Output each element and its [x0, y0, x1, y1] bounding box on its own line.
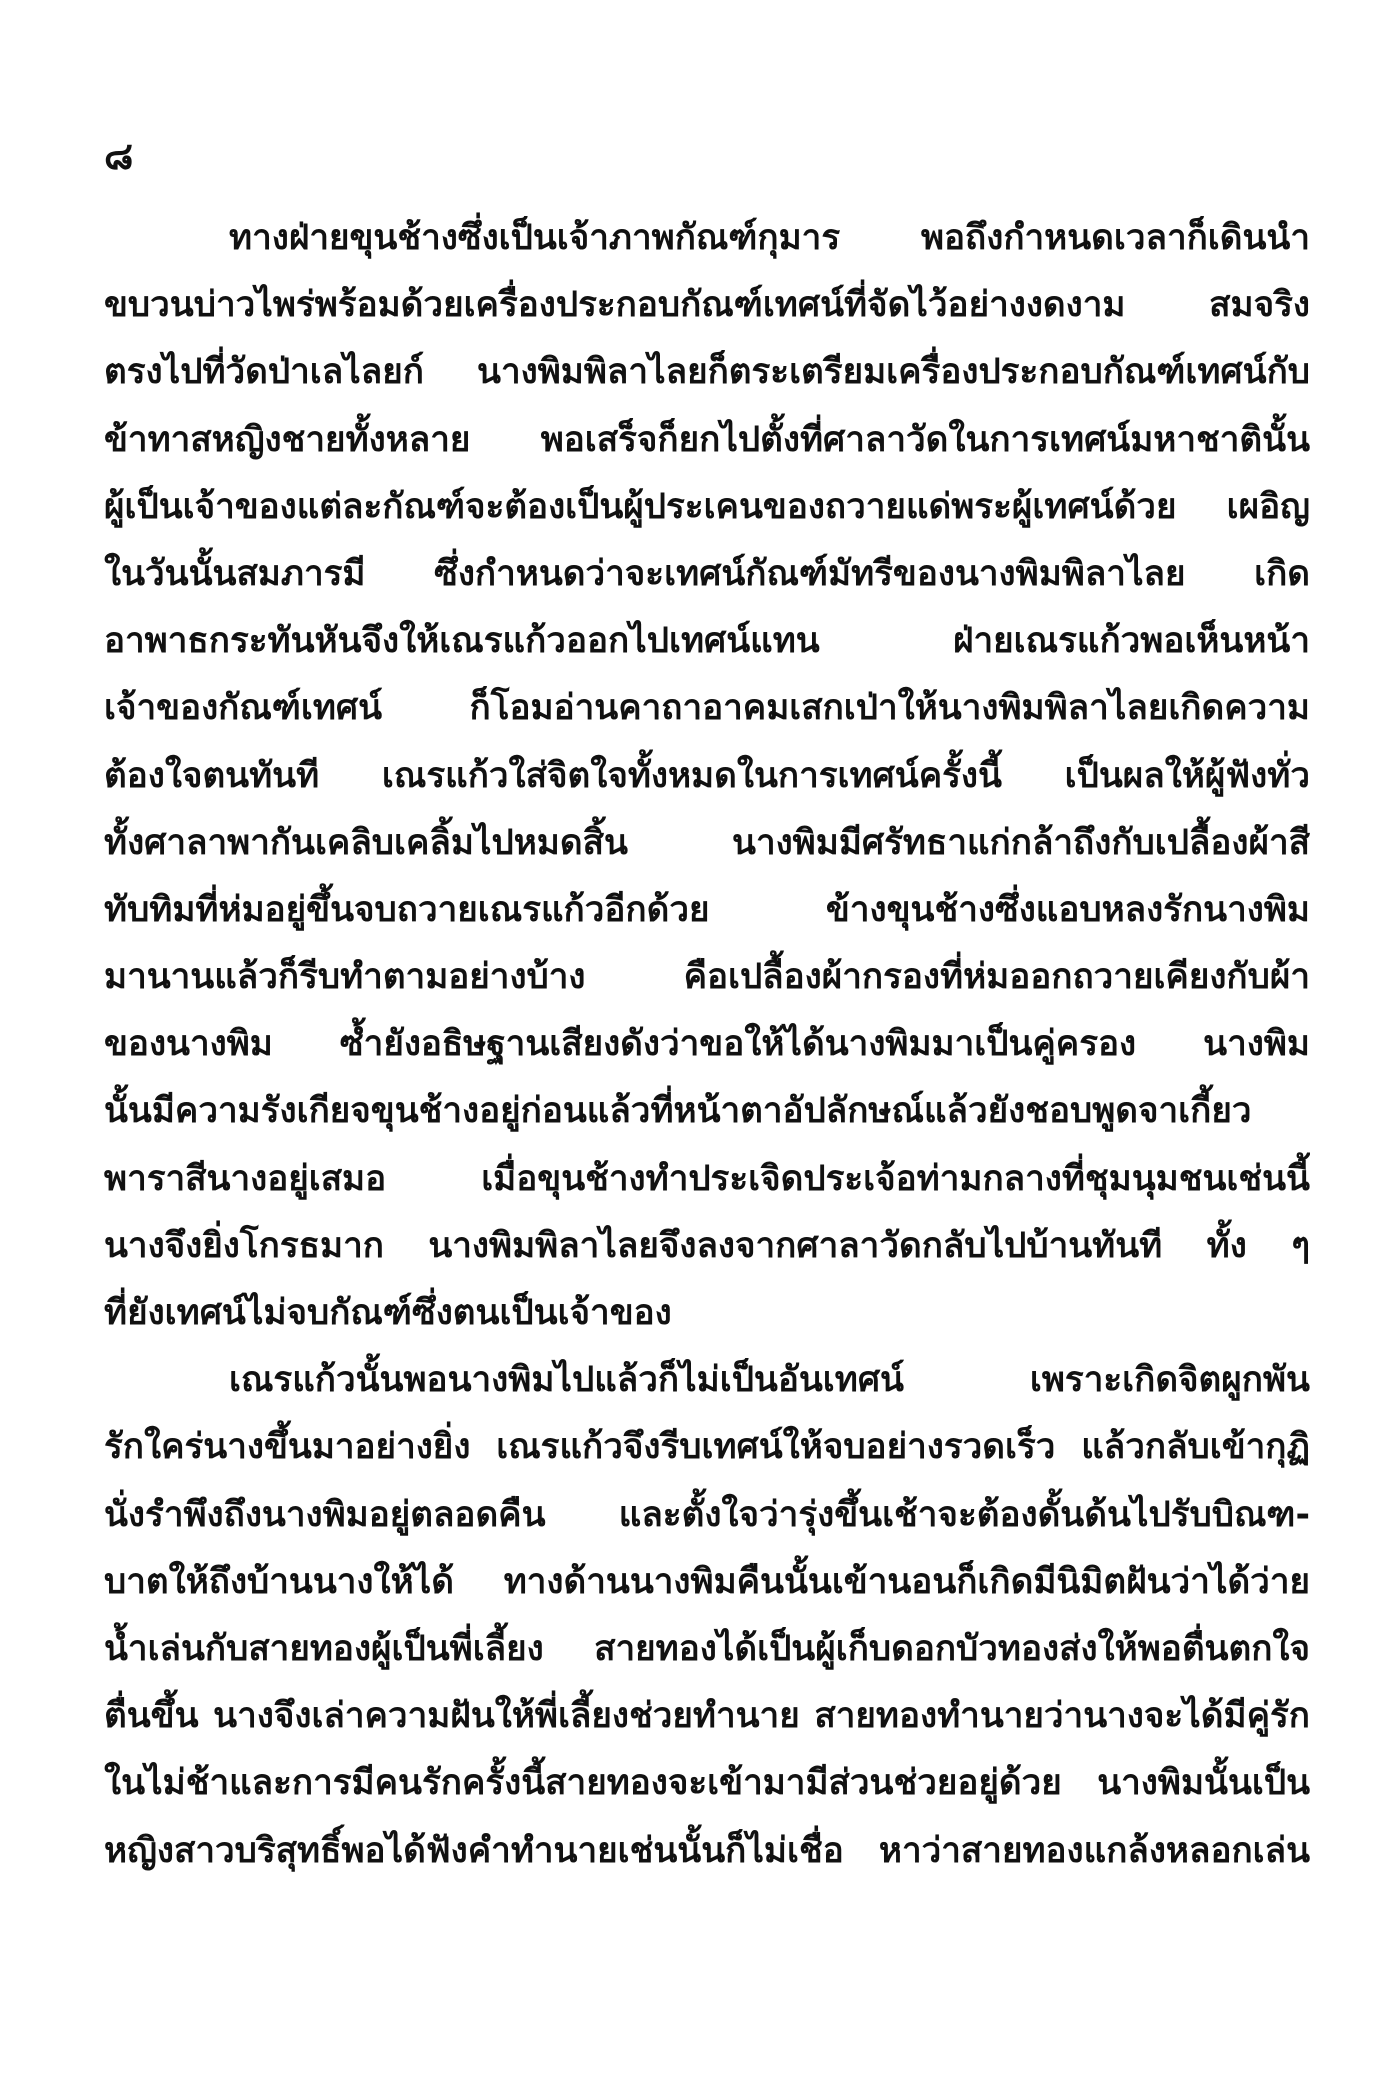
- text-line: ทางฝ่ายขุนช้างซึ่งเป็นเจ้าภาพกัณฑ์กุมาร พอถึงกำหนดเวลาก็เดินนำ: [229, 218, 1310, 258]
- text-line: นั้นมีความรังเกียจขุนช้างอยู่ก่อนแล้วที่หน้าตาอัปลักษณ์แล้วยังชอบพูดจาเกี้ยว: [104, 1091, 1252, 1132]
- text-line: หญิงสาวบริสุทธิ์พอได้ฟังคำทำนายเช่นนั้นก็ไม่เชื่อ หาว่าสายทองแกล้งหลอกเล่น: [104, 1830, 1310, 1871]
- text-line: ในไม่ช้าและการมีคนรักครั้งนี้สายทองจะเข้ามามีส่วนช่วยอยู่ด้วย นางพิมนั้นเป็น: [104, 1763, 1310, 1804]
- text-line: ต้องใจตนทันที เณรแก้วใส่จิตใจทั้งหมดในการเทศน์ครั้งนี้ เป็นผลให้ผู้ฟังทั่ว: [104, 755, 1310, 796]
- text-line: ขบวนบ่าวไพร่พร้อมด้วยเครื่องประกอบกัณฑ์เทศน์ที่จัดไว้อย่างงดงาม สมจริง: [104, 285, 1310, 326]
- body-text: [104, 205, 1310, 1885]
- text-line: นั่งรำพึงถึงนางพิมอยู่ตลอดคืน และตั้งใจว่ารุ่งขึ้นเช้าจะต้องดั้นด้นไปรับบิณฑ-: [104, 1494, 1310, 1535]
- text-line: ของนางพิม ซ้ำยังอธิษฐานเสียงดังว่าขอให้ได้นางพิมมาเป็นคู่ครอง นางพิม: [104, 1024, 1310, 1065]
- paragraph-2: [104, 1347, 1310, 1885]
- text-line: ตรงไปที่วัดป่าเลไลยก์ นางพิมพิลาไลยก็ตระเตรียมเครื่องประกอบกัณฑ์เทศน์กับ: [104, 352, 1310, 393]
- text-line: อาพาธกระทันหันจึงให้เณรแก้วออกไปเทศน์แทน ฝ่ายเณรแก้วพอเห็นหน้า: [104, 621, 1310, 662]
- text-line: มานานแล้วก็รีบทำตามอย่างบ้าง คือเปลื้องผ้ากรองที่ห่มออกถวายเคียงกับผ้า: [104, 957, 1310, 998]
- text-line: ตื่นขึ้น นางจึงเล่าความฝันให้พี่เลี้ยงช่วยทำนาย สายทองทำนายว่านางจะได้มีคู่รัก: [104, 1696, 1310, 1737]
- text-line: เจ้าของกัณฑ์เทศน์ ก็โอมอ่านคาถาอาคมเสกเป่าให้นางพิมพิลาไลยเกิดความ: [104, 688, 1310, 729]
- page-number: ๘: [104, 134, 134, 178]
- text-line: รักใคร่นางขึ้นมาอย่างยิ่ง เณรแก้วจึงรีบเทศน์ให้จบอย่างรวดเร็ว แล้วกลับเข้ากุฏิ: [104, 1427, 1310, 1468]
- text-line: นางจึงยิ่งโกรธมาก นางพิมพิลาไลยจึงลงจากศาลาวัดกลับไปบ้านทันที ทั้ง ๆ: [104, 1225, 1310, 1266]
- text-line: ทั้งศาลาพากันเคลิบเคลิ้มไปหมดสิ้น นางพิมมีศรัทธาแก่กล้าถึงกับเปลื้องผ้าสี: [104, 822, 1310, 863]
- text-line: ผู้เป็นเจ้าของแต่ละกัณฑ์จะต้องเป็นผู้ประเคนของถวายแด่พระผู้เทศน์ด้วย เผอิญ: [104, 486, 1310, 527]
- text-line: พาราสีนางอยู่เสมอ เมื่อขุนช้างทำประเจิดประเจ้อท่ามกลางที่ชุมนุมชนเช่นนี้: [104, 1158, 1310, 1199]
- text-line: ที่ยังเทศน์ไม่จบกัณฑ์ซึ่งตนเป็นเจ้าของ: [104, 1293, 672, 1333]
- paragraph-1: [104, 205, 1310, 1347]
- text-line: บาตให้ถึงบ้านนางให้ได้ ทางด้านนางพิมคืนนั้นเข้านอนก็เกิดมีนิมิตฝันว่าได้ว่าย: [104, 1561, 1310, 1602]
- text-line: น้ำเล่นกับสายทองผู้เป็นพี่เลี้ยง สายทองได้เป็นผู้เก็บดอกบัวทองส่งให้พอตื่นตกใจ: [104, 1628, 1310, 1669]
- text-line: ข้าทาสหญิงชายทั้งหลาย พอเสร็จก็ยกไปตั้งที่ศาลาวัดในการเทศน์มหาชาตินั้น: [104, 419, 1310, 460]
- text-line: เณรแก้วนั้นพอนางพิมไปแล้วก็ไม่เป็นอันเทศน์ เพราะเกิดจิตผูกพัน: [229, 1360, 1310, 1401]
- text-line: ทับทิมที่ห่มอยู่ขึ้นจบถวายเณรแก้วอีกด้วย ข้างขุนช้างซึ่งแอบหลงรักนางพิม: [104, 889, 1310, 930]
- text-line: ในวันนั้นสมภารมี ซึ่งกำหนดว่าจะเทศน์กัณฑ์มัทรีของนางพิมพิลาไลย เกิด: [104, 553, 1310, 594]
